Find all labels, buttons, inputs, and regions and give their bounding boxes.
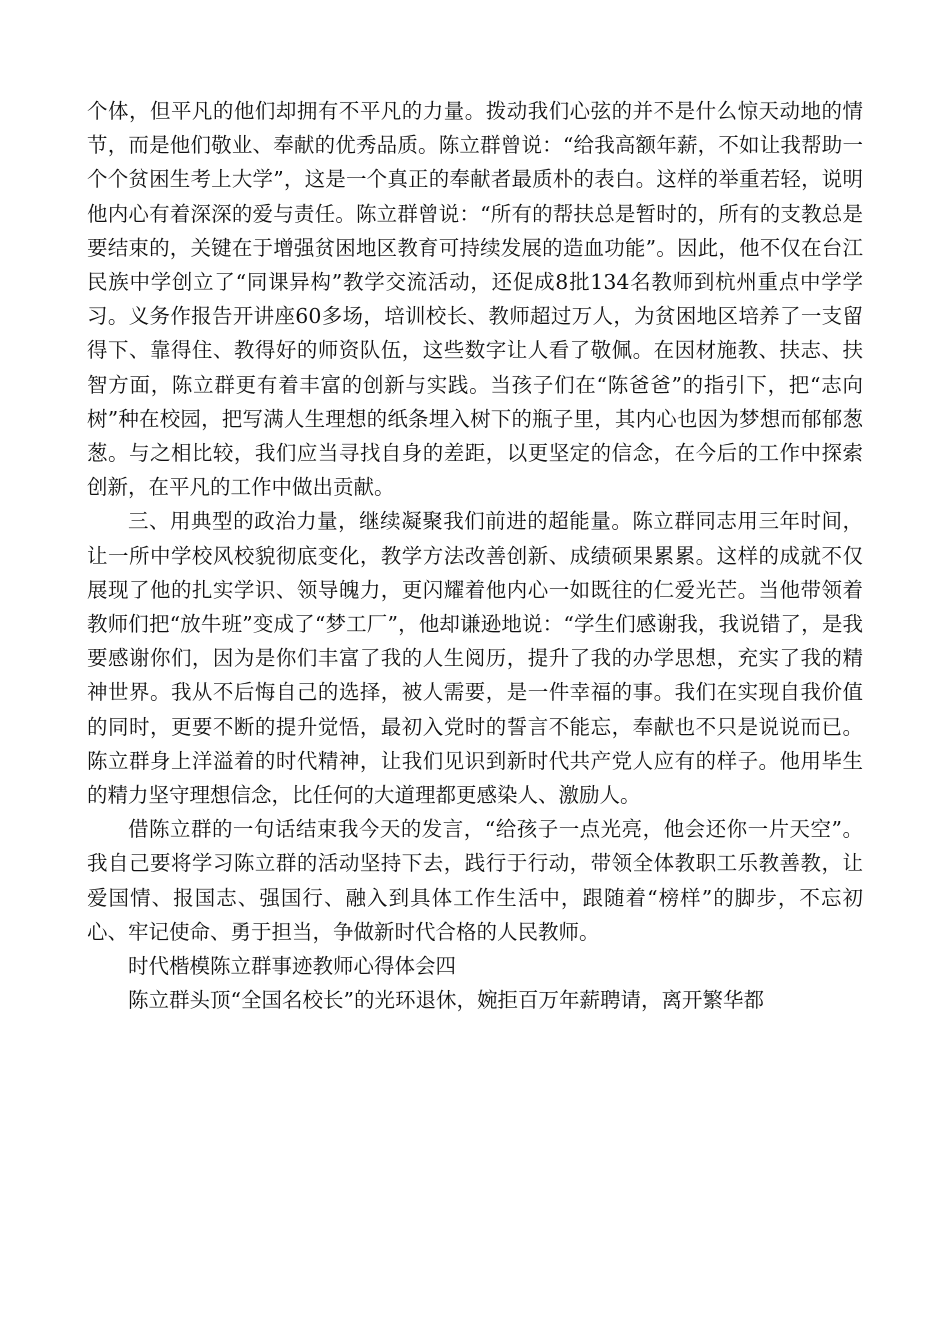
document-page bbox=[87, 94, 863, 1017]
body-paragraph-section-three: 三、用典型的政治力量，继续凝聚我们前进的超能量。陈立群同志用三年时间，让一所中学校风校貌彻底变化，教学方法改善创新、成绩硕果累累。这样的成就不仅展现了他的扎实学识、领导魄力，更闪耀着他内心一如既往的仁爱光芒。当他带领着教师们把“放牛班”变成了“梦工厂”，他却谦逊地说：“学生们感谢我，我说错了，是我要感谢你们，因为是你们丰富了我的人生阅历，提升了我的办学思想，充实了我的精神世界。我从不后悔自己的选择，被人需要，是一件幸福的事。我们在实现自我价值的同时，更要不断的提升觉悟，最初入党时的誓言不能忘，奉献也不只是说说而已。陈立群身上洋溢着的时代精神，让我们见识到新时代共产党人应有的样子。他用毕生的精力坚守理想信念，比任何的大道理都更感染人、激励人。 bbox=[87, 509, 863, 808]
section-heading: 时代楷模陈立群事迹教师心得体会四 bbox=[128, 954, 456, 979]
body-paragraph-closing: 借陈立群的一句话结束我今天的发言，“给孩子一点光亮，他会还你一片天空”。我自己要将学习陈立群的活动坚持下去，践行于行动，带领全体教职工乐教善教，让爱国情、报国志、强国行、融入到具体工作生活中，跟随着“榜样”的脚步，不忘初心、牢记使命、勇于担当，争做新时代合格的人民教师。 bbox=[87, 817, 863, 944]
body-paragraph-section-four: 陈立群头顶“全国名校长”的光环退休，婉拒百万年薪聘请，离开繁华都 bbox=[128, 988, 764, 1013]
body-paragraph-continuation: 个体，但平凡的他们却拥有不平凡的力量。拨动我们心弦的并不是什么惊天动地的情节，而是他们敬业、奉献的优秀品质。陈立群曾说：“给我高额年薪，不如让我帮助一个个贫困生考上大学”，这是一个真正的奉献者最质朴的表白。这样的举重若轻，说明他内心有着深深的爱与责任。陈立群曾说：“所有的帮扶总是暂时的，所有的支教总是要结束的，关键在于增强贫困地区教育可持续发展的造血功能”。因此，他不仅在台江民族中学创立了“同课异构”教学交流活动，还促成8批134名教师到杭州重点中学学习。义务作报告开讲座60多场，培训校长、教师超过万人，为贫困地区培养了一支留得下、靠得住、教得好的师资队伍，这些数字让人看了敬佩。在因材施教、扶志、扶智方面，陈立群更有着丰富的创新与实践。当孩子们在“陈爸爸”的指引下，把“志向树”种在校园，把写满人生理想的纸条埋入树下的瓶子里，其内心也因为梦想而郁郁葱葱。与之相比较，我们应当寻找自身的差距，以更坚定的信念，在今后的工作中探索创新，在平凡的工作中做出贡献。 bbox=[87, 99, 863, 500]
